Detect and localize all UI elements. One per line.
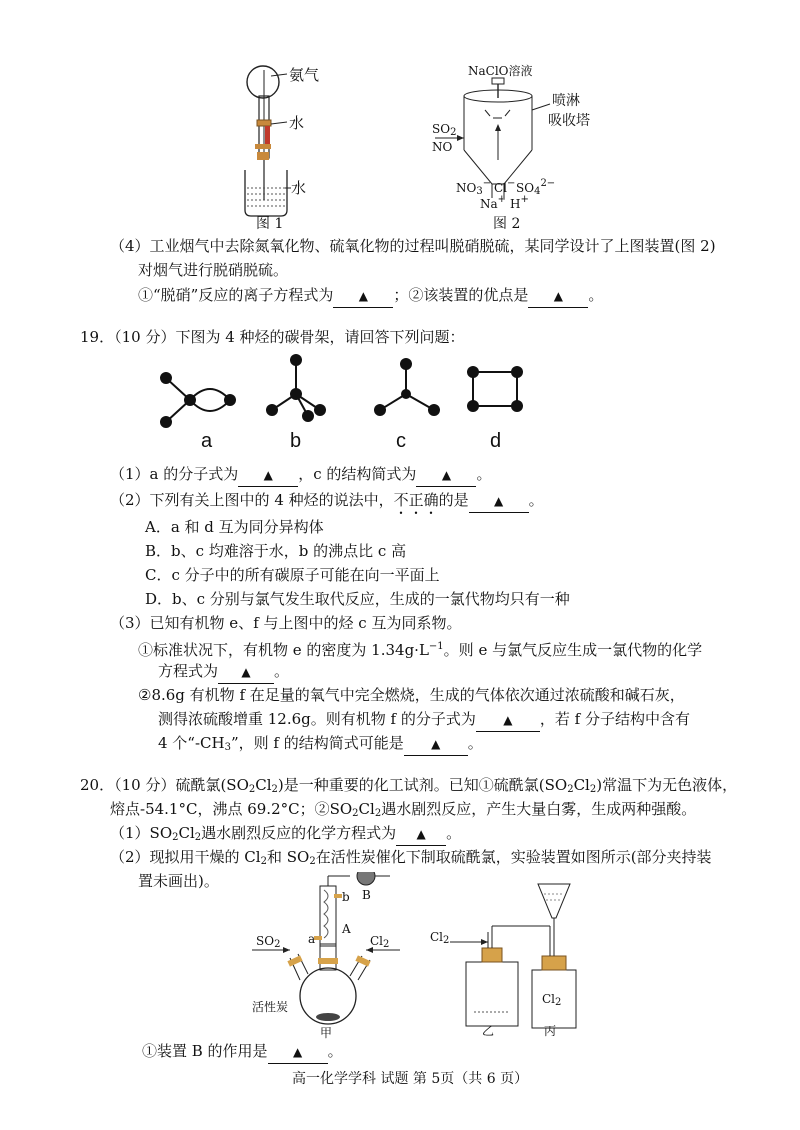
label-condenser-A: A [342, 922, 351, 936]
q20-question-b: ①装置 B 的作用是 ▲ 。 [142, 1040, 343, 1064]
skeleton-c [374, 358, 440, 416]
label-na-ion: Na+ [480, 194, 507, 211]
q19-part3-2-end: 4 个“$-CH_3$”，则 f 的结构简式可能是 ▲ 。 [158, 732, 483, 759]
ammonia-fountain-apparatus [235, 60, 355, 230]
label-water-bottom: 水 [291, 179, 307, 197]
q19-part2: （2）下列有关上图中的 4 种烃的说法中，不正确的是 ▲ 。 [110, 489, 544, 518]
answer-blank[interactable]: ▲ [268, 1040, 328, 1064]
q18-4-line1: （4）工业烟气中去除氮氧化物、硫氧化物的过程叫脱硝脱硫，某同学设计了上图装置(图 2) [110, 237, 716, 255]
q19-part3-1-cont: 方程式为 ▲ 。 [158, 660, 289, 684]
q20-line2: 熔点-54.1°C，沸点 69.2°C；$②SO_2Cl_2$遇水剧烈反应，产生大量白雾，生成两种强酸。 [110, 800, 697, 819]
label-port-b: b [342, 890, 350, 904]
label-so2-in: $SO_2$ [432, 122, 457, 138]
skeleton-label-d: d [490, 430, 502, 452]
figure-apparatus [250, 872, 580, 1040]
label-water-top: 水 [289, 114, 305, 132]
label-no3-ion: $NO_3^-$ [456, 178, 492, 197]
label-activated-carbon: 活性炭 [252, 1000, 289, 1014]
skeleton-a [160, 372, 236, 428]
q18-4-line3: ①“脱硝”反应的离子方程式为 ▲ ；②该装置的优点是 ▲ 。 [138, 284, 603, 308]
figure-1-caption: 图 1 [256, 216, 284, 232]
answer-blank[interactable]: ▲ [469, 489, 529, 513]
q19-part3: （3）已知有机物 e、f 与上图中的烃 c 互为同系物。 [110, 614, 462, 632]
label-apparatus-bing: 丙 [544, 1024, 557, 1038]
answer-blank[interactable]: ▲ [528, 284, 588, 308]
answer-blank[interactable]: ▲ [396, 822, 446, 846]
label-absorption-tower: 吸收塔 [548, 113, 590, 129]
q19-option-d: D．b、c 分别与氯气发生取代反应，生成的一氯代物均只有一种 [145, 590, 570, 608]
skeleton-label-b: b [290, 430, 302, 452]
answer-blank[interactable]: ▲ [333, 284, 393, 308]
skeleton-d [467, 366, 523, 412]
q20-part1: $(1)SO_2Cl_2$遇水剧烈反应的化学方程式为 ▲ 。 [110, 822, 461, 849]
label-h-ion: H+ [510, 194, 529, 211]
skeleton-b [266, 354, 326, 422]
skeleton-label-c: c [396, 430, 406, 452]
label-no-in: NO [432, 140, 453, 154]
label-cl2-inlet: $Cl_2$ [370, 934, 390, 950]
q19-header: 19．（10 分）下图为 4 种烃的碳骨架，请回答下列问题： [80, 328, 465, 346]
label-so2-inlet: $SO_2$ [256, 934, 281, 950]
q19-part3-2-cont: 测得浓硫酸增重 12.6g。则有机物 f 的分子式为 ▲ ，若 f 分子结构中含有 [158, 708, 690, 732]
figure-2 [430, 60, 600, 220]
q19-option-b: B．b、c 均难溶于水，b 的沸点比 c 高 [145, 542, 407, 560]
figure-2-caption: 图 2 [493, 216, 521, 232]
answer-blank[interactable]: ▲ [238, 463, 298, 487]
label-port-a: a [308, 932, 316, 946]
page-footer: 高一化学学科 试题 第 5页（共 6 页） [292, 1071, 529, 1087]
label-apparatus-jia: 甲 [320, 1026, 333, 1040]
q19-part3-2: ②8.6g 有机物 f 在足量的氧气中完全燃烧，生成的气体依次通过浓硫酸和碱石灰， [138, 686, 685, 704]
label-apparatus-yi: 乙 [482, 1024, 495, 1038]
q19-part3-1: ①标准状况下，有机物 e 的密度为 $1.34g\cdot L^{-1}$。则 e 与氯气反应生成一氯代物的化学 [138, 641, 703, 659]
label-cl2-outlet: $Cl_2$ [430, 930, 450, 946]
label-naclo-solution: NaClO溶液 [468, 64, 533, 78]
label-tube-B: B [362, 888, 371, 902]
answer-blank[interactable]: ▲ [416, 463, 476, 487]
carbon-skeletons [150, 350, 550, 460]
label-cl2-flask: $Cl_2$ [542, 992, 562, 1008]
sulfuryl-chloride-apparatus [250, 872, 580, 1034]
q19-option-c: C．c 分子中的所有碳原子可能在向一平面上 [145, 566, 440, 584]
skeleton-label-a: a [201, 430, 213, 452]
q19-option-a: A．a 和 d 互为同分异构体 [145, 518, 324, 536]
answer-blank[interactable]: ▲ [218, 660, 274, 684]
answer-blank[interactable]: ▲ [476, 708, 540, 732]
q20-line1: 20．（10 分）硫酰氯$(SO_2Cl_2)$是一种重要的化工试剂。已知①硫酰氯$(SO_2Cl_2)$常温下为无色液体， [80, 776, 738, 795]
q20-part2-cont: 置未画出)。 [138, 872, 219, 890]
label-ammonia: 氨气 [289, 66, 320, 84]
q20-part2: （2）现拟用干燥的 $Cl_2$和 $SO_2$在活性炭催化下制取硫酰氯，实验装置如图所示(部分夹持装 [110, 848, 712, 867]
label-spray: 喷淋 [552, 93, 580, 109]
figure-1 [235, 60, 355, 230]
label-so4-ion: $SO_4^{2-}$ [516, 178, 556, 197]
q19-part1: （1）a 的分子式为 ▲ ，c 的结构简式为 ▲ 。 [110, 463, 491, 487]
q18-4-line2: 对烟气进行脱硝脱硫。 [138, 261, 289, 279]
label-cl-ion: Cl− [494, 178, 516, 195]
answer-blank[interactable]: ▲ [404, 732, 468, 756]
